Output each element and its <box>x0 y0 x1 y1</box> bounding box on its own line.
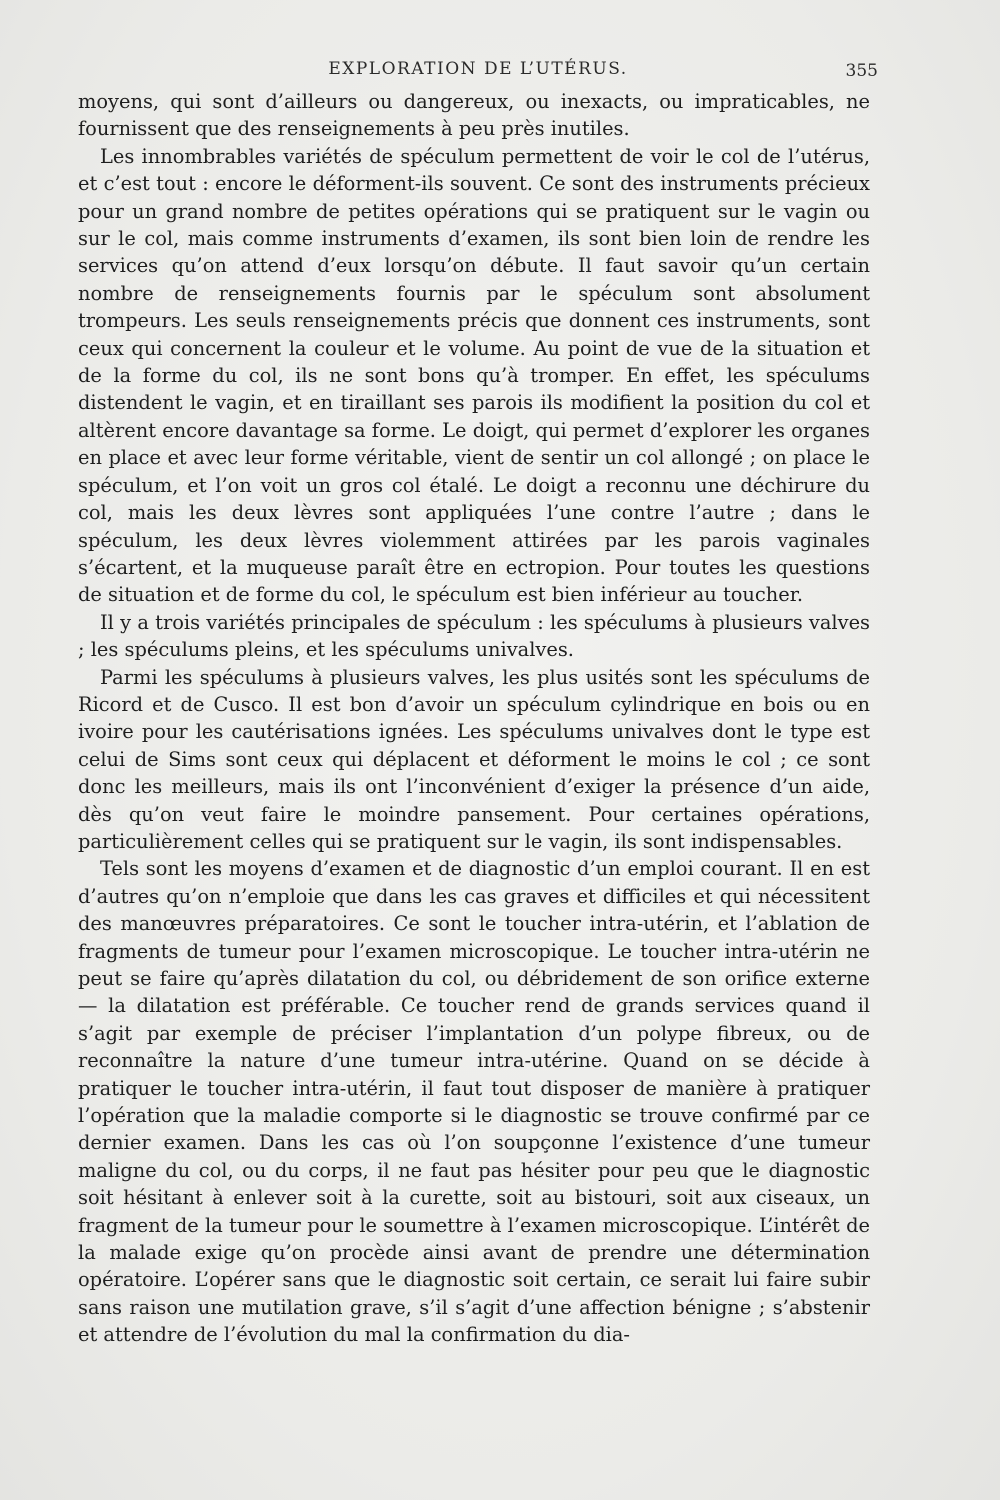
paragraph-speculum-varieties: Les innombrables variétés de spéculum permettent de voir le col de l’utérus, et c’est tout : encore le déforment-ils souvent. Ce sont des instruments précieux pour un grand nombre de petites opérations qui se pratiquent sur le vagin ou sur le col, mais comme instruments d’examen, ils sont bien loin de rendre les services qu’on attend d’eux lorsqu’on débute. Il faut savoir qu’un certain nombre de renseignements fournis par le spéculum sont absolument trompeurs. Les seuls renseignements précis que donnent ces instruments, sont ceux qui concernent la couleur et le volume. Au point de vue de la situation et de la forme du col, ils ne sont bons qu’à tromper. En effet, les spéculums distendent le vagin, et en tiraillant ses parois ils modifient la position du col et altèrent encore davantage sa forme. Le doigt, qui permet d’explorer les organes en place et avec leur forme véritable, vient de sentir un col allongé ; on place le spéculum, et l’on voit un gros col étalé. Le doigt a reconnu une déchirure du col, mais les deux lèvres sont appliquées l’une contre l’autre ; dans le spéculum, les deux lèvres violemment attirées par les parois vaginales s’écartent, et la muqueuse paraît être en ectropion. Pour toutes les questions de situation et de forme du col, le spéculum est bien inférieur au toucher. <box>78 144 870 607</box>
running-title: EXPLORATION DE L’UTÉRUS. <box>328 59 628 79</box>
body-text <box>78 88 870 1349</box>
paragraph-three-varieties: Il y a trois variétés principales de spéculum : les spéculums à plusieurs valves ; les spéculums pleins, et les spéculums univalves. <box>78 610 870 662</box>
paragraph-continuation: moyens, qui sont d’ailleurs ou dangereux, ou inexacts, ou impraticables, ne fournissent que des renseignements à peu près inutiles. <box>78 90 870 141</box>
paragraph-multivalve: Parmi les spéculums à plusieurs valves, les plus usités sont les spéculums de Ricord et de Cusco. Il est bon d’avoir un spéculum cylindrique en bois ou en ivoire pour les cautérisations ignées. Les spéculums univalves dont le type est celui de Sims sont ceux qui déplacent et déforment le moins le col ; ce sont donc les meilleurs, mais ils ont l’inconvénient d’exiger la présence d’un aide, dès qu’on veut faire le moindre pansement. Pour certaines opérations, particulièrement celles qui se pratiquent sur le vagin, ils sont indispensables. <box>78 665 870 853</box>
paragraph-diagnostic-means: Tels sont les moyens d’examen et de diagnostic d’un emploi courant. Il en est d’autres qu’on n’emploie que dans les cas graves et difficiles et qui nécessitent des manœuvres préparatoires. Ce sont le toucher intra-utérin, et l’ablation de fragments de tumeur pour l’examen microscopique. Le toucher intra-utérin ne peut se faire qu’après dilatation du col, ou débridement de son orifice externe — la dilatation est préférable. Ce toucher rend de grands services quand il s’agit par exemple de préciser l’implantation d’un polype fibreux, ou de reconnaître la nature d’une tumeur intra-utérine. Quand on se décide à pratiquer le toucher intra-utérin, il faut tout disposer de manière à pratiquer l’opération que la maladie comporte si le diagnostic se trouve confirmé par ce dernier examen. Dans les cas où l’on soupçonne l’existence d’une tumeur maligne du col, ou du corps, il ne faut pas hésiter pour peu que le diagnostic soit hésitant à enlever soit à la curette, soit au bistouri, soit aux ciseaux, un fragment de la tumeur pour le soumettre à l’examen microscopique. L’intérêt de la malade exige qu’on procède ainsi avant de prendre une détermination opératoire. L’opérer sans que le diagnostic soit certain, ce serait lui faire subir sans raison une mutilation grave, s’il s’agit d’une affection bénigne ; s’abstenir et attendre de l’évolution du mal la confirmation du dia- <box>78 857 870 1347</box>
page-header <box>78 56 878 86</box>
page-number: 355 <box>845 61 878 81</box>
